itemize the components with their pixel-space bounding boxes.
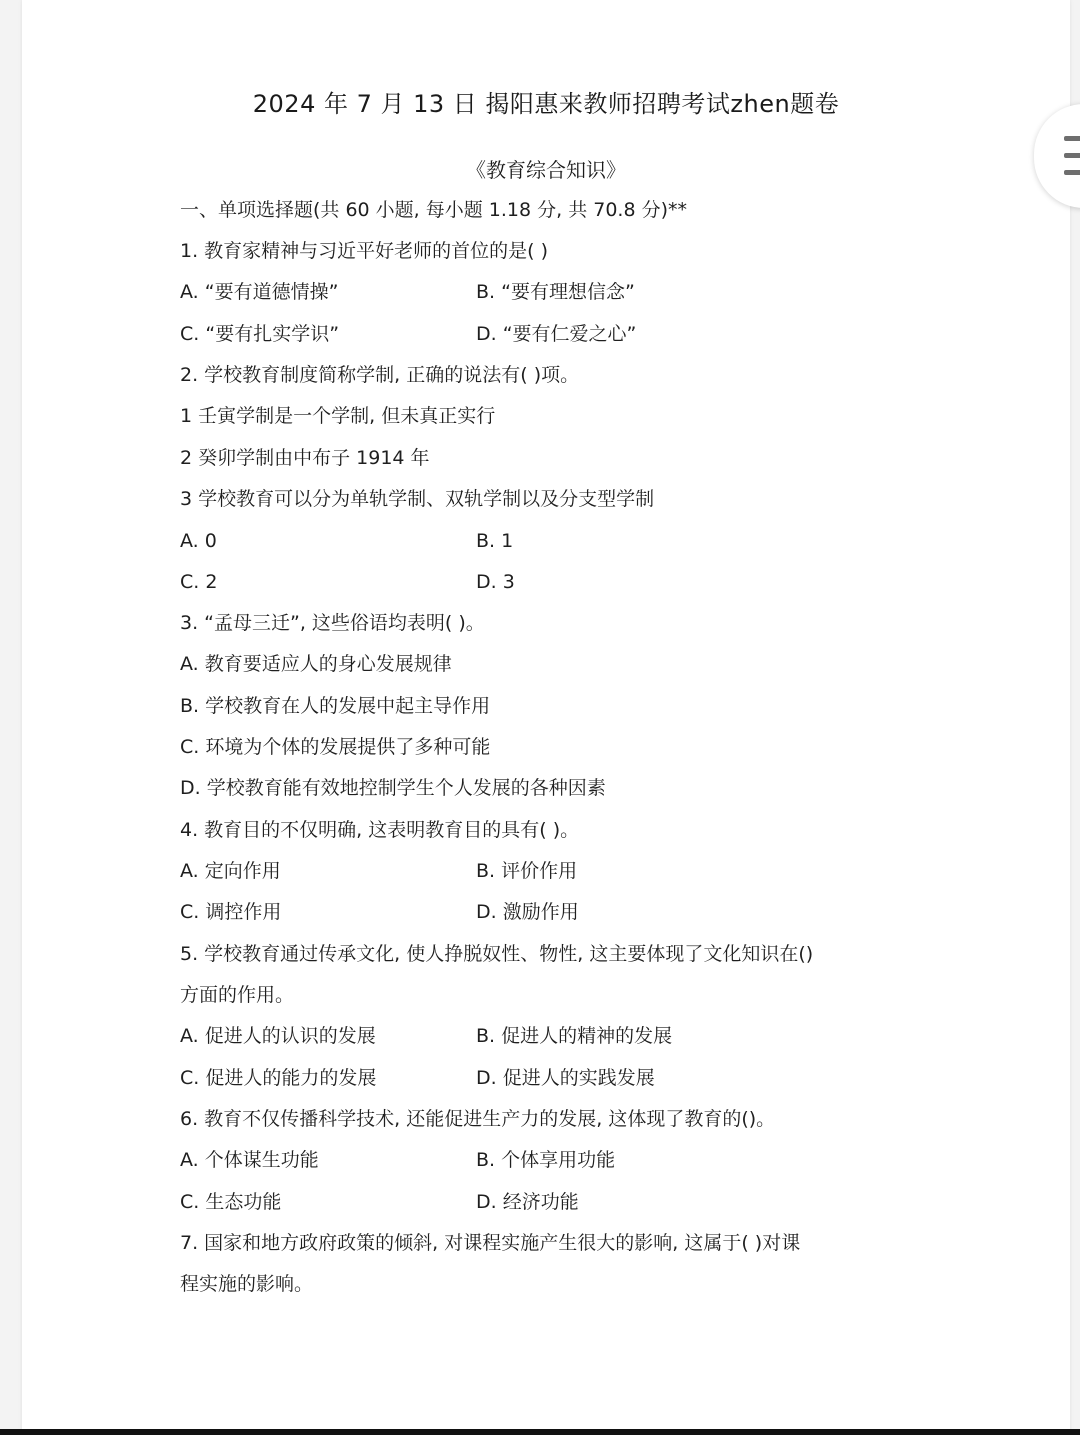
question-2-statement-2: 2 癸卯学制由中布子 1914 年 bbox=[180, 447, 430, 469]
question-1-option-a: A. “要有道德情操” bbox=[180, 281, 339, 303]
question-2-option-a: A. 0 bbox=[180, 530, 217, 552]
question-1-option-b: B. “要有理想信念” bbox=[476, 281, 635, 303]
bottom-edge-bar bbox=[0, 1429, 1080, 1435]
question-4-stem: 4. 教育目的不仅明确, 这表明教育目的具有( )。 bbox=[180, 819, 580, 841]
menu-icon bbox=[1064, 136, 1080, 176]
question-1-option-d: D. “要有仁爱之心” bbox=[476, 323, 637, 345]
document-title: 2024 年 7 月 13 日 揭阳惠来教师招聘考试zhen题卷 bbox=[252, 90, 840, 118]
question-2-statement-1: 1 壬寅学制是一个学制, 但未真正实行 bbox=[180, 405, 496, 427]
question-3-stem: 3. “孟母三迁”, 这些俗语均表明( )。 bbox=[180, 612, 485, 634]
question-2-stem: 2. 学校教育制度简称学制, 正确的说法有( )项。 bbox=[180, 364, 580, 386]
question-4-option-c: C. 调控作用 bbox=[180, 901, 282, 923]
question-6-option-b: B. 个体享用功能 bbox=[476, 1149, 616, 1171]
question-2-option-b: B. 1 bbox=[476, 530, 514, 552]
question-7-stem: 7. 国家和地方政府政策的倾斜, 对课程实施产生很大的影响, 这属于( )对课 bbox=[180, 1232, 801, 1254]
question-4-option-a: A. 定向作用 bbox=[180, 860, 281, 882]
question-5-option-d: D. 促进人的实践发展 bbox=[476, 1067, 655, 1089]
question-2-option-c: C. 2 bbox=[180, 571, 218, 593]
question-3-option-b: B. 学校教育在人的发展中起主导作用 bbox=[180, 695, 491, 717]
question-3-option-c: C. 环境为个体的发展提供了多种可能 bbox=[180, 736, 491, 758]
question-5-option-c: C. 促进人的能力的发展 bbox=[180, 1067, 377, 1089]
question-5-stem-continued: 方面的作用。 bbox=[180, 984, 295, 1006]
question-6-option-c: C. 生态功能 bbox=[180, 1191, 282, 1213]
question-4-option-b: B. 评价作用 bbox=[476, 860, 578, 882]
question-3-option-a: A. 教育要适应人的身心发展规律 bbox=[180, 653, 452, 675]
question-1-option-c: C. “要有扎实学识” bbox=[180, 323, 340, 345]
section-heading: 一、单项选择题(共 60 小题, 每小题 1.18 分, 共 70.8 分)** bbox=[180, 199, 688, 221]
question-2-statement-3: 3 学校教育可以分为单轨学制、双轨学制以及分支型学制 bbox=[180, 488, 655, 510]
question-3-option-d: D. 学校教育能有效地控制学生个人发展的各种因素 bbox=[180, 777, 606, 799]
question-6-option-a: A. 个体谋生功能 bbox=[180, 1149, 319, 1171]
document-subtitle: 《教育综合知识》 bbox=[466, 158, 626, 182]
question-7-stem-continued: 程实施的影响。 bbox=[180, 1273, 314, 1295]
question-5-stem: 5. 学校教育通过传承文化, 使人挣脱奴性、物性, 这主要体现了文化知识在() bbox=[180, 943, 814, 965]
question-6-option-d: D. 经济功能 bbox=[476, 1191, 579, 1213]
document-page bbox=[22, 0, 1070, 1435]
question-4-option-d: D. 激励作用 bbox=[476, 901, 579, 923]
question-6-stem: 6. 教育不仅传播科学技术, 还能促进生产力的发展, 这体现了教育的()。 bbox=[180, 1108, 776, 1130]
question-1-stem: 1. 教育家精神与习近平好老师的首位的是( ) bbox=[180, 240, 549, 262]
question-2-option-d: D. 3 bbox=[476, 571, 515, 593]
question-5-option-b: B. 促进人的精神的发展 bbox=[476, 1025, 673, 1047]
question-5-option-a: A. 促进人的认识的发展 bbox=[180, 1025, 376, 1047]
